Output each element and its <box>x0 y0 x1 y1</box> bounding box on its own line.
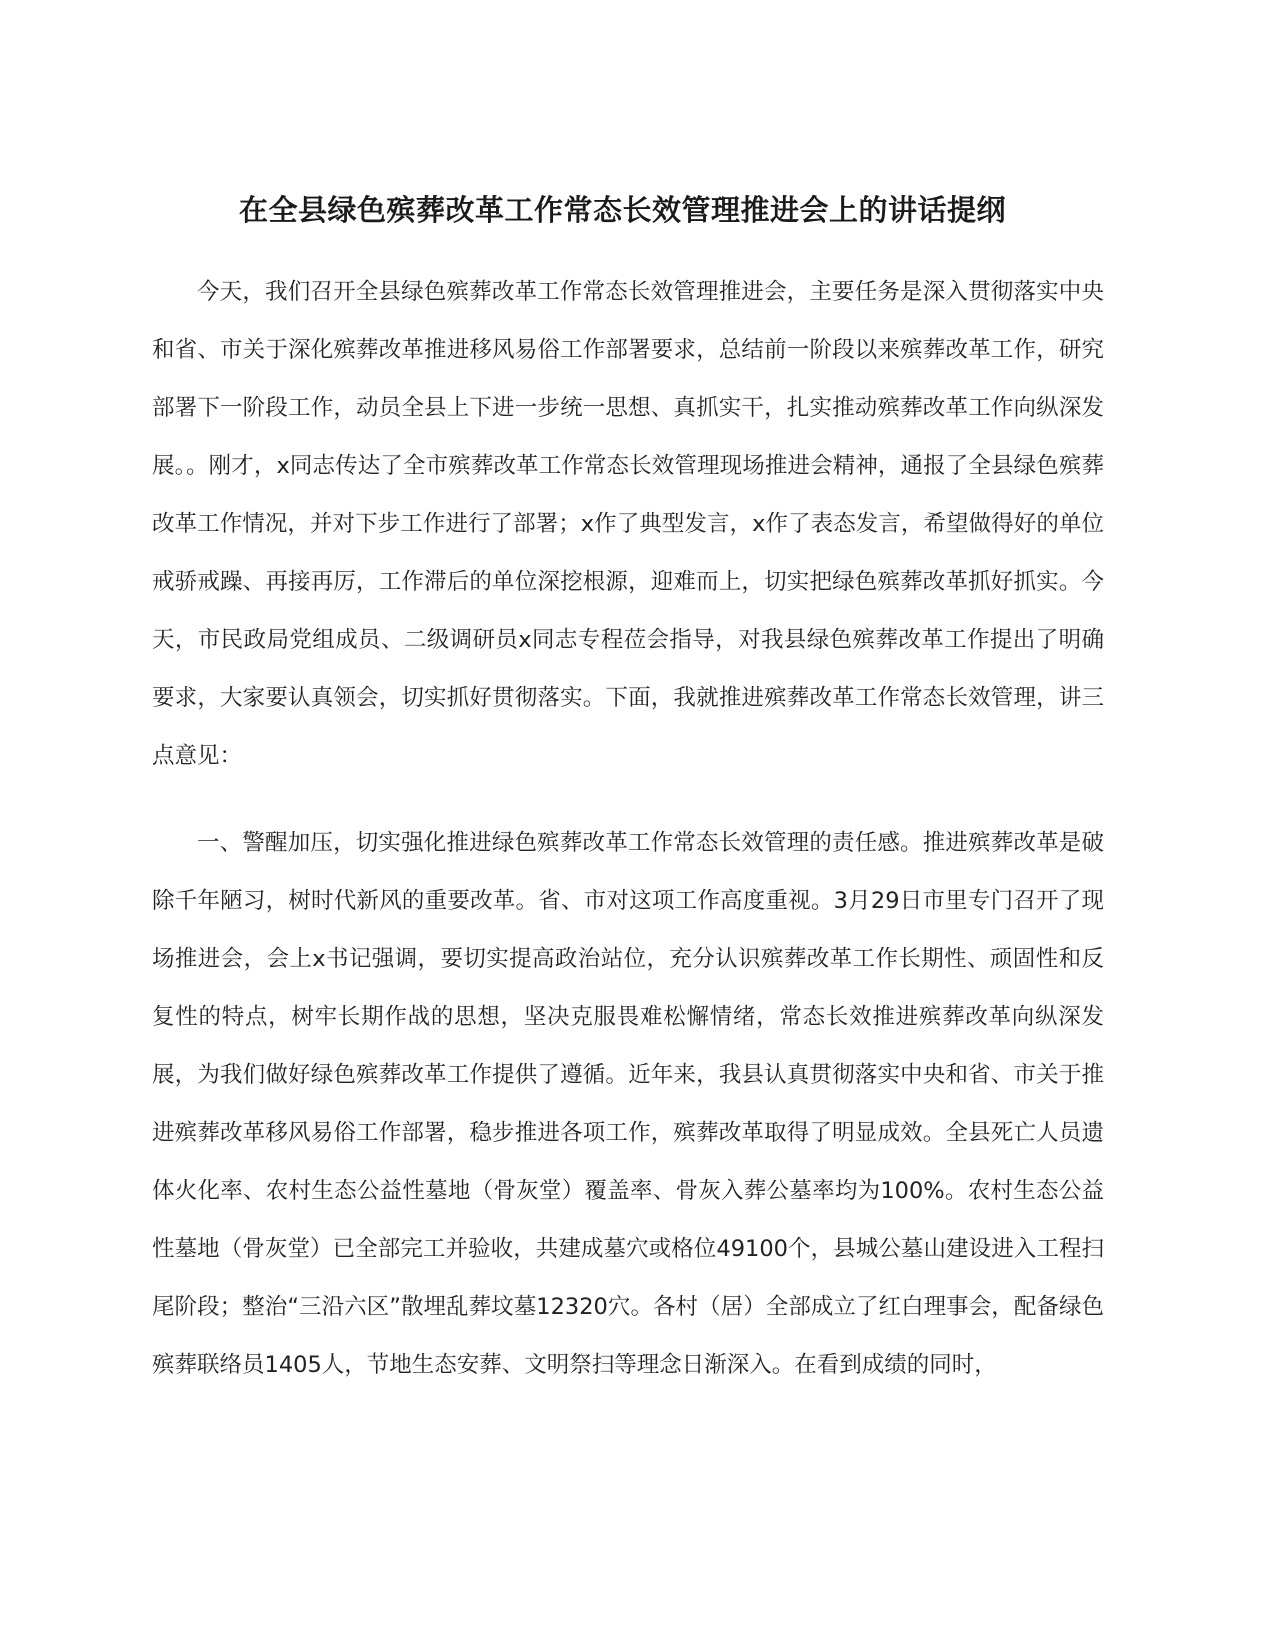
body-paragraph-intro: 今天，我们召开全县绿色殡葬改革工作常态长效管理推进会，主要任务是深入贯彻落实中央和省、市关于深化殡葬改革推进移风易俗工作部署要求，总结前一阶段以来殡葬改革工作，研究部署下一阶段工作，动员全县上下进一步统一思想、真抓实干，扎实推动殡葬改革工作向纵深发展。。刚才，x同志传达了全市殡葬改革工作常态长效管理现场推进会精神，通报了全县绿色殡葬改革工作情况，并对下步工作进行了部署；x作了典型发言，x作了表态发言，希望做得好的单位戒骄戒躁、再接再厉，工作滞后的单位深挖根源，迎难而上，切实把绿色殡葬改革抓好抓实。今天，市民政局党组成员、二级调研员x同志专程莅会指导，对我县绿色殡葬改革工作提出了明确要求，大家要认真领会，切实抓好贯彻落实。下面，我就推进殡葬改革工作常态长效管理，讲三点意见： <box>152 279 1104 769</box>
body-paragraph-section-one: 一、警醒加压，切实强化推进绿色殡葬改革工作常态长效管理的责任感。推进殡葬改革是破除千年陋习，树时代新风的重要改革。省、市对这项工作高度重视。3月29日市里专门召开了现场推进会，会上x书记强调，要切实提高政治站位，充分认识殡葬改革工作长期性、顽固性和反复性的特点，树牢长期作战的思想，坚决克服畏难松懈情绪，常态长效推进殡葬改革向纵深发展，为我们做好绿色殡葬改革工作提供了遵循。近年来，我县认真贯彻落实中央和省、市关于推进殡葬改革移风易俗工作部署，稳步推进各项工作，殡葬改革取得了明显成效。全县死亡人员遗体火化率、农村生态公益性墓地（骨灰堂）覆盖率、骨灰入葬公墓率均为100%。农村生态公益性墓地（骨灰堂）已全部完工并验收，共建成墓穴或格位49100个，县城公墓山建设进入工程扫尾阶段；整治“三沿六区”散埋乱葬坟墓12320穴。各村（居）全部成立了红白理事会，配备绿色殡葬联络员1405人，节地生态安葬、文明祭扫等理念日渐深入。在看到成绩的同时， <box>152 830 1104 1378</box>
document-title: 在全县绿色殡葬改革工作常态长效管理推进会上的讲话提纲 <box>238 193 1006 227</box>
